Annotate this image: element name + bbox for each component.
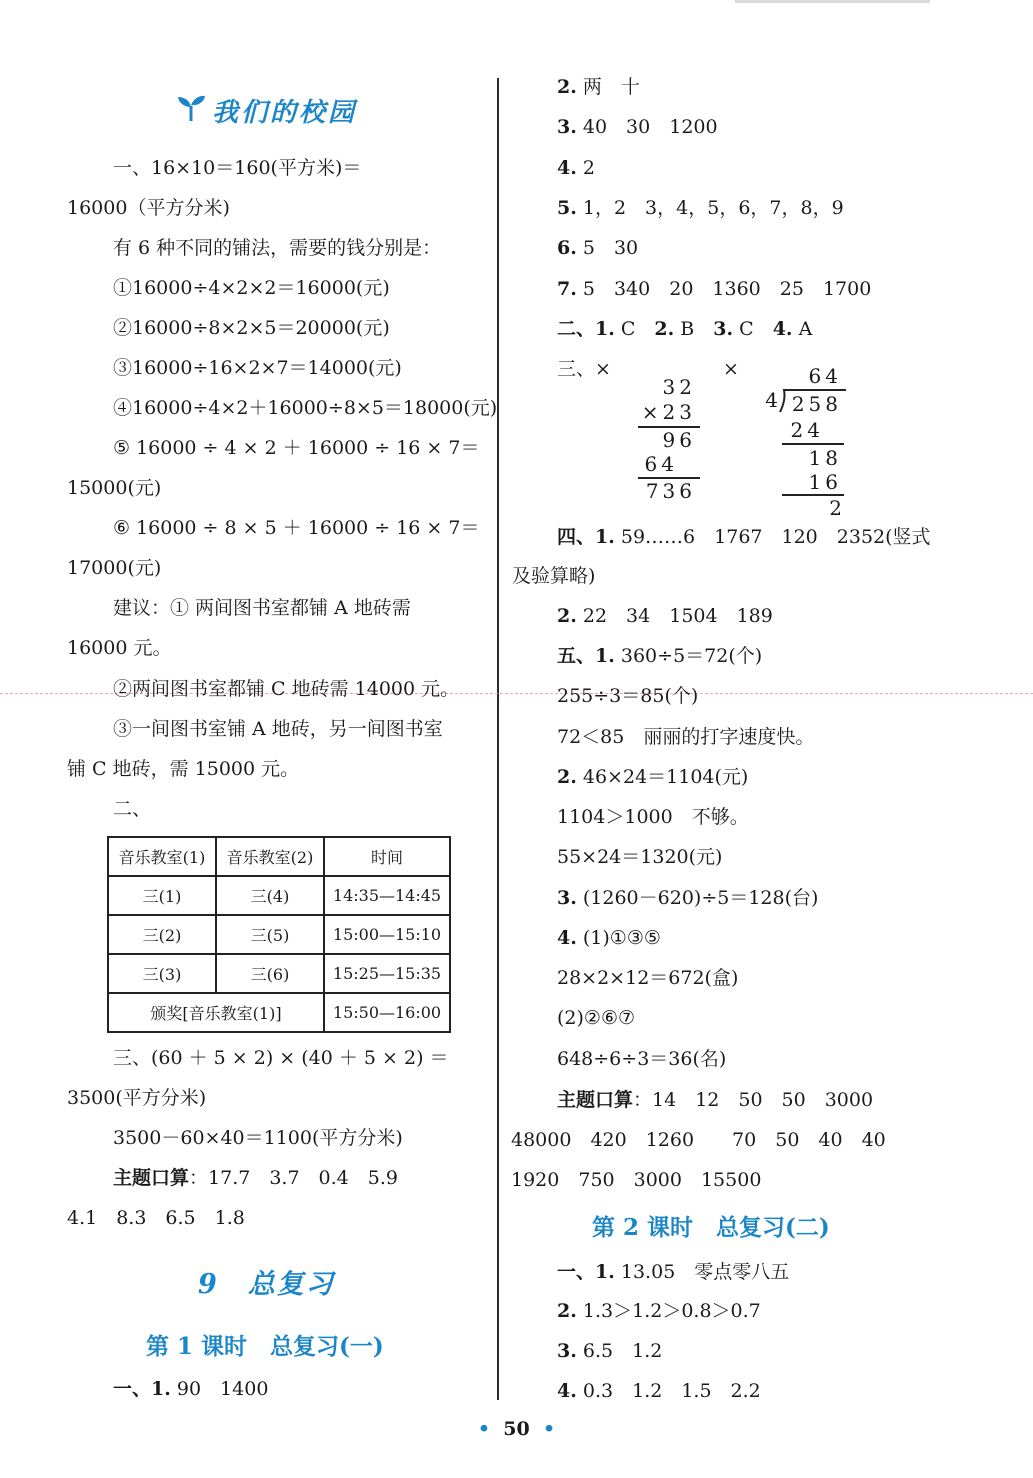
left-line-15: ③一间图书室铺 A 地砖，另一间图书室 (113, 718, 443, 740)
right-item-4 (557, 156, 595, 180)
question-label: 2. (557, 605, 577, 627)
question-label: 2. (654, 318, 675, 340)
q5-1-line3: 72＜85 丽丽的打字速度快。 (557, 726, 815, 748)
question-label: 4. (557, 1380, 577, 1402)
lesson2-q1 (557, 1260, 789, 1284)
lesson2-q3 (557, 1339, 662, 1363)
oral-calc-1-line2: 4.1 8.3 6.5 1.8 (67, 1207, 245, 1229)
q4-2 (557, 604, 773, 628)
q5-1 (557, 644, 762, 668)
lesson1-q1 (113, 1377, 268, 1401)
answer-text: 13.05 零点零八五 (614, 1261, 790, 1283)
choice-answers (557, 317, 812, 341)
answer-text: (1)①③⑤ (576, 927, 661, 949)
table-cell: 三(4) (216, 876, 324, 915)
question-label: 五、1. (557, 645, 615, 667)
lesson-2-title: 第 2 课时 总复习(二) (592, 1214, 830, 1241)
question-label: 2. (557, 76, 577, 98)
question-label: 3. (557, 887, 577, 909)
table-cell-award: 颁奖[音乐教室(1)] (108, 993, 324, 1032)
oral-calc-values: ：14 12 50 50 3000 (633, 1089, 874, 1111)
mult-partial-1: 96 (662, 428, 696, 452)
right-item-7 (557, 277, 871, 301)
answer-text: 90 1400 (170, 1378, 269, 1400)
q4-line1 (557, 525, 931, 549)
question-label: 二、1. (557, 318, 615, 340)
section-title-school: 我们的校园 (212, 98, 358, 128)
div-dividend: 258 (791, 392, 842, 416)
question-label: 6. (557, 237, 577, 259)
right-item-3 (557, 115, 718, 139)
page-dot-icon: • (477, 1418, 491, 1440)
div-quotient: 64 (808, 364, 842, 388)
table-cell: 15:00—15:10 (324, 915, 450, 954)
left-line-18: 三、(60 ＋ 5 × 2) × (40 ＋ 5 × 2) ＝ (113, 1047, 449, 1069)
question-label: 3. (557, 1340, 577, 1362)
table-row (108, 876, 450, 915)
div-remainder-1: 18 (808, 446, 842, 470)
left-line-4: ①16000÷4×2×2＝16000(元) (113, 277, 390, 299)
answer-text: 5 340 20 1360 25 1700 (576, 278, 872, 300)
answer-text: 360÷5＝72(个) (614, 645, 763, 667)
div-step-2: 16 (808, 470, 842, 494)
table-header: 音乐教室(2) (216, 837, 324, 876)
question-label: 5. (557, 197, 577, 219)
left-line-19: 3500(平方分米) (67, 1087, 207, 1109)
table-cell: 三(2) (108, 915, 216, 954)
question-label: 4. (557, 927, 577, 949)
q5-2 (557, 765, 748, 789)
sprout-icon (176, 94, 206, 122)
mult-multiplicand: 32 (662, 375, 696, 399)
question-label: 3. (557, 116, 577, 138)
left-line-1: 一、16×10＝160(平方米)＝ (113, 157, 362, 179)
top-rule (735, 0, 930, 3)
table-cell: 15:50—16:00 (324, 993, 450, 1032)
q5-4-line2: 28×2×12＝672(盒) (557, 967, 739, 989)
left-line-7: ④16000÷4×2＋16000÷8×5＝18000(元) (113, 397, 498, 419)
oral-calc-label: 主题口算 (113, 1167, 190, 1189)
mult-result: 736 (645, 479, 696, 503)
left-line-3: 有 6 种不同的铺法，需要的钱分别是： (113, 237, 442, 259)
vertical-multiplication (630, 372, 710, 507)
right-item-5 (557, 196, 844, 220)
question-label: 4. (557, 157, 577, 179)
table-cell: 三(5) (216, 915, 324, 954)
q5-3 (557, 886, 818, 910)
page-number (0, 1418, 1033, 1440)
q5-4-line4: 648÷6÷3＝36(名) (557, 1048, 727, 1070)
answer-text: A (792, 318, 813, 340)
q5-1-line2: 255÷3＝85(个) (557, 685, 699, 707)
question-label: 3. (713, 318, 734, 340)
lesson2-q4 (557, 1379, 761, 1403)
answer-text: 1，2 3，4，5，6，7，8，9 (576, 197, 844, 219)
vertical-division (762, 362, 852, 520)
right-item-6 (557, 236, 638, 260)
answer-text: 22 34 1504 189 (576, 605, 773, 627)
table-cell: 三(3) (108, 954, 216, 993)
judge-mark-2: × (723, 358, 739, 380)
question-label: 4. (772, 318, 793, 340)
left-line-20: 3500－60×40＝1100(平方分米) (113, 1127, 403, 1149)
page-dot-icon: • (542, 1418, 556, 1440)
column-divider (497, 78, 499, 1400)
answer-text: 1.3＞1.2＞0.8＞0.7 (576, 1300, 761, 1322)
table-header-row (108, 837, 450, 876)
table-row (108, 993, 450, 1032)
answer-text: 0.3 1.2 1.5 2.2 (576, 1380, 761, 1402)
answer-text: 6.5 1.2 (576, 1340, 663, 1362)
mult-partial-2: 64 (644, 452, 678, 476)
question-label: 2. (557, 766, 577, 788)
lesson-1-title: 第 1 课时 总复习(一) (146, 1333, 384, 1360)
left-line-16: 铺 C 地砖，需 15000 元。 (67, 758, 300, 780)
question-label: 一、1. (557, 1261, 615, 1283)
answer-text: C (733, 318, 773, 340)
left-line-17: 二、 (113, 798, 152, 820)
question-label: 7. (557, 278, 577, 300)
left-line-10: ⑥ 16000 ÷ 8 × 5 ＋ 16000 ÷ 16 × 7＝ (113, 517, 480, 539)
oral-calc-values: ：17.7 3.7 0.4 5.9 (189, 1167, 398, 1189)
left-line-13: 16000 元。 (67, 637, 172, 659)
left-line-14: ②两间图书室都铺 C 地砖需 14000 元。 (113, 678, 460, 700)
table-header: 时间 (324, 837, 450, 876)
question-label: 一、1. (113, 1378, 171, 1400)
answer-text: B (674, 318, 714, 340)
question-label: 2. (557, 1300, 577, 1322)
table-row (108, 954, 450, 993)
left-line-6: ③16000÷16×2×7＝14000(元) (113, 357, 402, 379)
q4-line2: 及验算略) (512, 565, 596, 587)
q5-4-line3: (2)②⑥⑦ (557, 1007, 636, 1029)
answer-text: 5 30 (576, 237, 639, 259)
table-cell: 15:25—15:35 (324, 954, 450, 993)
table-row (108, 915, 450, 954)
left-line-12: 建议：① 两间图书室都铺 A 地砖需 (113, 597, 411, 619)
lesson2-q2 (557, 1299, 761, 1323)
right-item-2 (557, 75, 640, 99)
div-step-1: 24 (790, 418, 824, 442)
chapter-title: 9 总复习 (198, 1269, 335, 1300)
q5-2-line3: 55×24＝1320(元) (557, 846, 723, 868)
answer-text: 46×24＝1104(元) (576, 766, 749, 788)
table-cell: 14:35—14:45 (324, 876, 450, 915)
judge-label: 三、× (557, 358, 611, 380)
div-divisor: 4 (765, 388, 778, 412)
q5-2-line2: 1104＞1000 不够。 (557, 806, 749, 828)
answer-text: C (614, 318, 655, 340)
left-line-8: ⑤ 16000 ÷ 4 × 2 ＋ 16000 ÷ 16 × 7＝ (113, 437, 480, 459)
mult-multiplier: ×23 (641, 400, 696, 424)
schedule-table (107, 836, 451, 1033)
oral-calc-1 (113, 1166, 398, 1190)
answer-text: 两 十 (576, 76, 640, 98)
oral-calc-label: 主题口算 (557, 1089, 634, 1111)
answer-text: 59……6 1767 120 2352(竖式 (614, 526, 931, 548)
left-line-9: 15000(元) (67, 477, 162, 499)
q5-4 (557, 926, 661, 950)
table-header: 音乐教室(1) (108, 837, 216, 876)
table-cell: 三(1) (108, 876, 216, 915)
answer-text: (1260－620)÷5＝128(台) (576, 887, 819, 909)
oral-calc-2 (557, 1088, 873, 1112)
page-number-text: 50 (503, 1418, 530, 1440)
div-remainder: 2 (829, 496, 842, 520)
answer-text: 2 (576, 157, 595, 179)
question-label: 四、1. (557, 526, 615, 548)
left-line-2: 16000（平方分米) (67, 197, 230, 219)
oral-calc-2-line2: 48000 420 1260 70 50 40 40 (511, 1129, 886, 1151)
oral-calc-2-line3: 1920 750 3000 15500 (511, 1169, 762, 1191)
left-line-11: 17000(元) (67, 557, 162, 579)
left-line-5: ②16000÷8×2×5＝20000(元) (113, 317, 390, 339)
answer-text: 40 30 1200 (576, 116, 718, 138)
table-cell: 三(6) (216, 954, 324, 993)
